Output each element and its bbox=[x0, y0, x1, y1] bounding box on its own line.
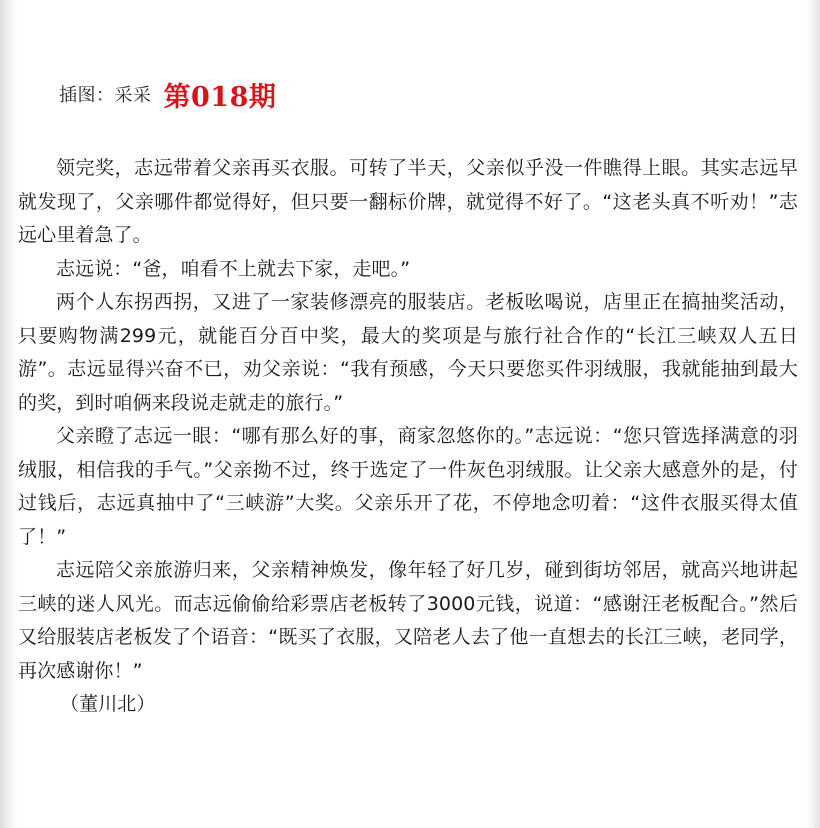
issue-number: 第018期 bbox=[163, 81, 277, 113]
illustration-credit: 插图：采采 bbox=[59, 85, 152, 106]
author-signature: （董川北） bbox=[60, 693, 156, 715]
article-paragraph: 志远陪父亲旅游归来，父亲精神焕发，像年轻了好几岁，碰到街坊邻居，就高兴地讲起三峡的迷人风光。而志远偷偷给彩票店老板转了3000元钱，说道：“感谢汪老板配合。”然后又给服装店老板发了个语音：“既买了衣服，又陪老人去了他一直想去的长江三峡，老同学，再次感谢你！” bbox=[18, 559, 798, 682]
page-edge-shadow-right bbox=[806, 0, 820, 828]
header bbox=[59, 74, 276, 114]
article-paragraph: 父亲瞪了志远一眼：“哪有那么好的事，商家忽悠你的。”志远说：“您只管选择满意的羽绒服，相信我的手气。”父亲拗不过，终于选定了一件灰色羽绒服。让父亲大感意外的是，付过钱后，志远真抽中了“三峡游”大奖。父亲乐开了花，不停地念叨着：“这件衣服买得太值了！” bbox=[18, 425, 798, 548]
page-edge-shadow-left bbox=[0, 0, 18, 828]
article-body bbox=[18, 152, 798, 722]
article-paragraph: 两个人东拐西拐，又进了一家装修漂亮的服装店。老板吆喝说，店里正在搞抽奖活动，只要购物满299元，就能百分百中奖，最大的奖项是与旅行社合作的“长江三峡双人五日游”。志远显得兴奋不已，劝父亲说：“我有预感，今天只要您买件羽绒服，我就能抽到最大的奖，到时咱俩来段说走就走的旅行。” bbox=[18, 291, 798, 414]
article-paragraph: 志远说：“爸，咱看不上就去下家，走吧。” bbox=[56, 257, 411, 280]
article-paragraph: 领完奖，志远带着父亲再买衣服。可转了半天，父亲似乎没一件瞧得上眼。其实志远早就发现了，父亲哪件都觉得好，但只要一翻标价牌，就觉得不好了。“这老头真不听劝！”志远心里着急了。 bbox=[18, 157, 798, 246]
